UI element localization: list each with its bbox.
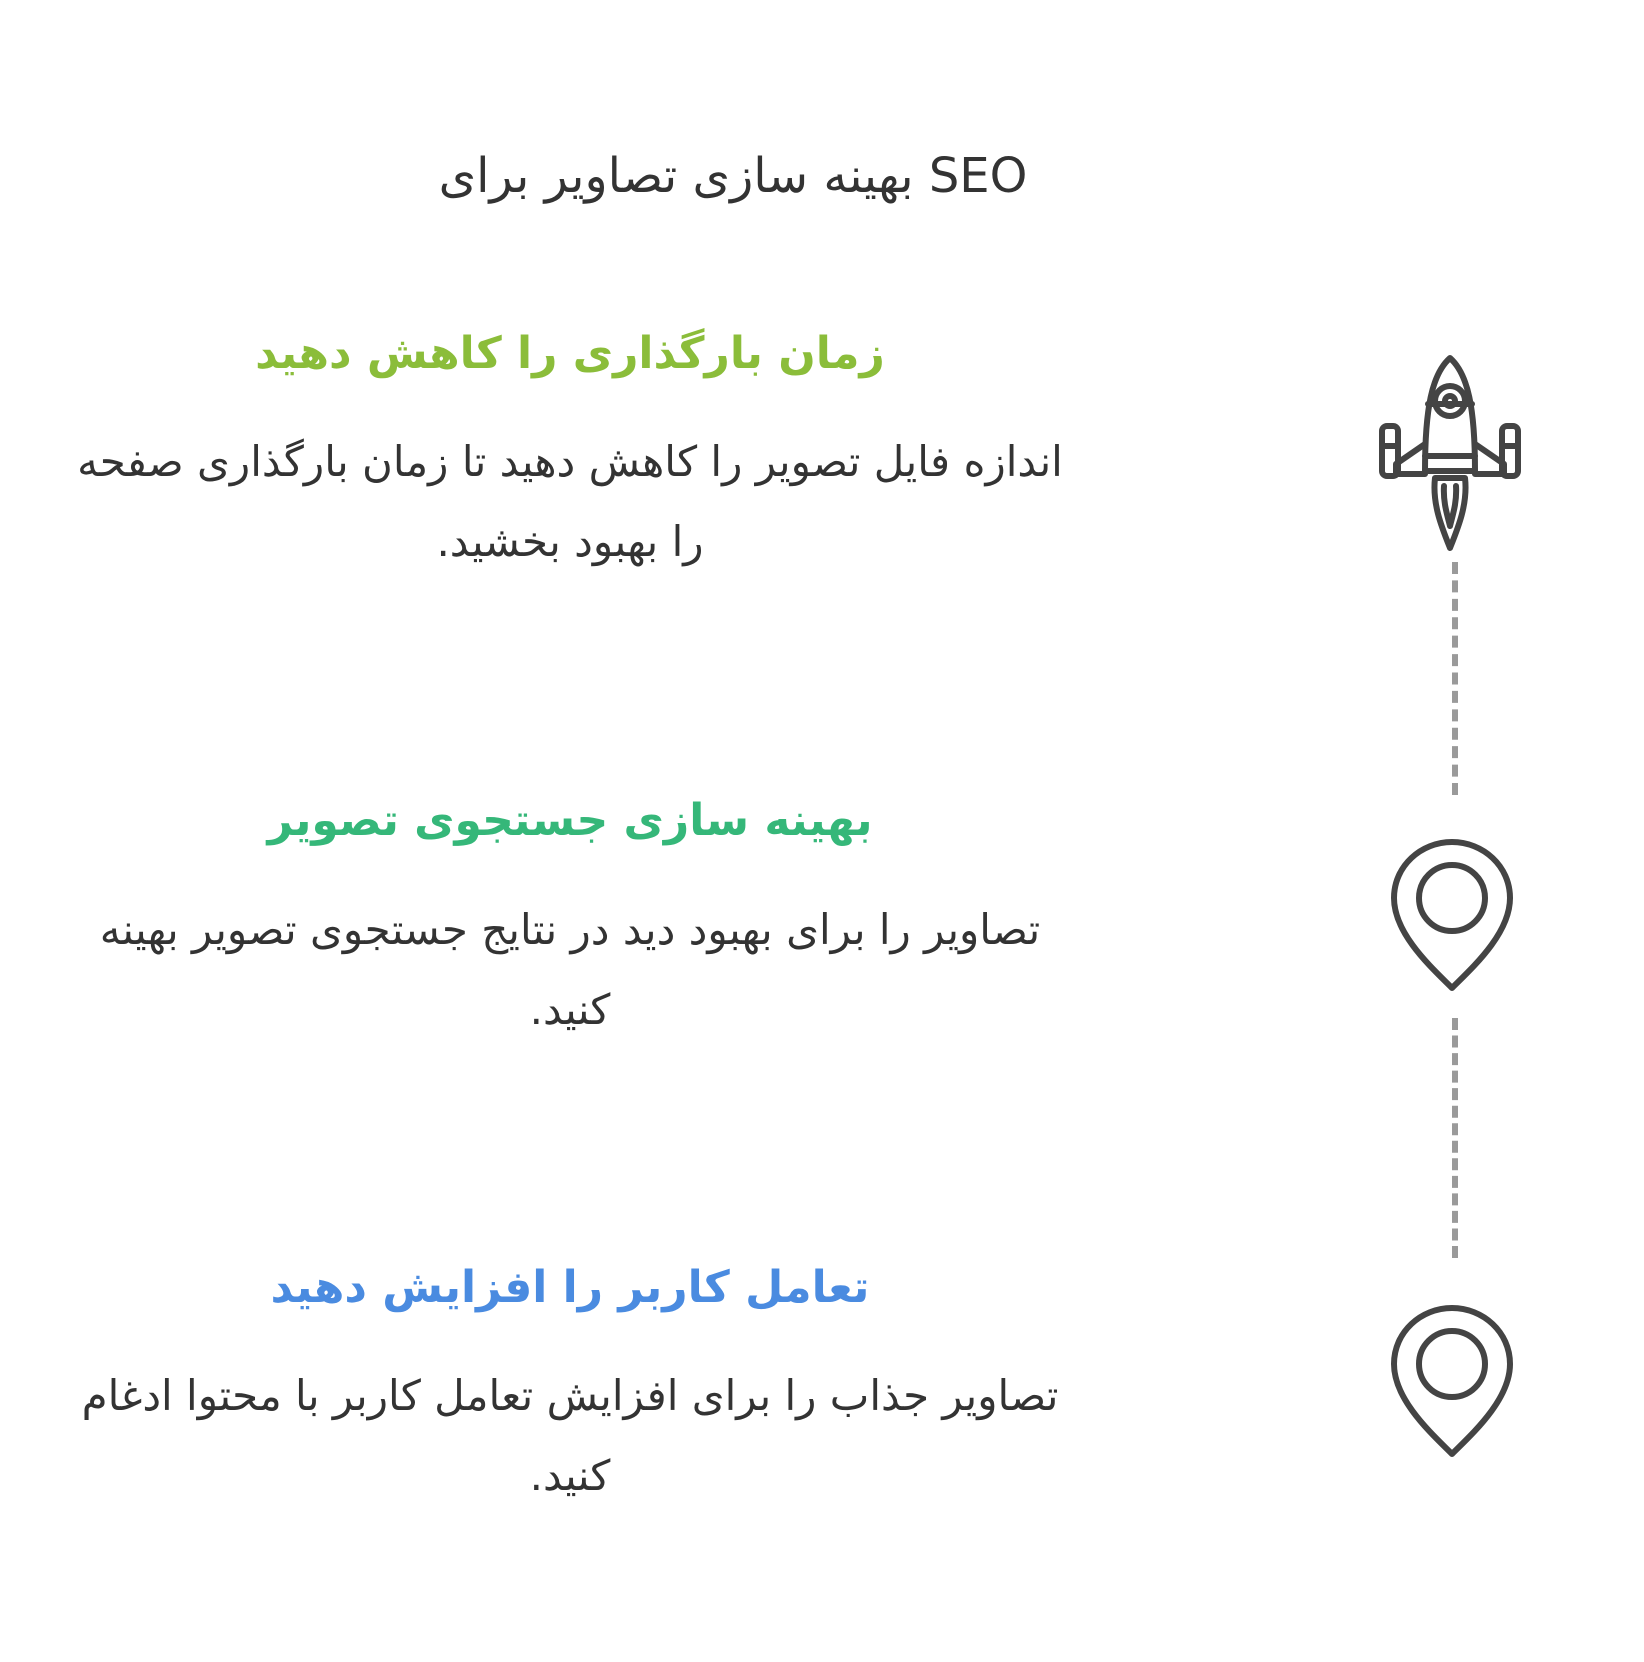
step-2-description: تصاویر را برای بهبود دید در نتایج جستجوی تصویر بهینه کنید. [99, 905, 1041, 1034]
location-pin-icon [1390, 1304, 1560, 1459]
step-1-heading: زمان بارگذاری را کاهش دهید [255, 328, 885, 379]
connector-line-1 [1452, 562, 1458, 795]
page-title: SEO بهینه سازی تصاویر برای [438, 148, 1028, 204]
step-1-description: اندازه فایل تصویر را کاهش دهید تا زمان بارگذاری صفحه را بهبود بخشید. [77, 437, 1063, 566]
location-pin-icon [1390, 838, 1560, 993]
rocket-icon [1380, 346, 1550, 561]
step-3-description: تصاویر جذاب را برای افزایش تعامل کاربر با محتوا ادغام کنید. [81, 1371, 1059, 1500]
location-pin-icon-svg [1390, 838, 1520, 993]
rocket-icon-svg [1380, 346, 1545, 561]
connector-line-2 [1452, 1018, 1458, 1258]
step-2-heading: بهینه سازی جستجوی تصویر [267, 795, 873, 846]
step-3-heading: تعامل کاربر را افزایش دهید [270, 1262, 870, 1313]
location-pin-icon-svg [1390, 1304, 1520, 1459]
